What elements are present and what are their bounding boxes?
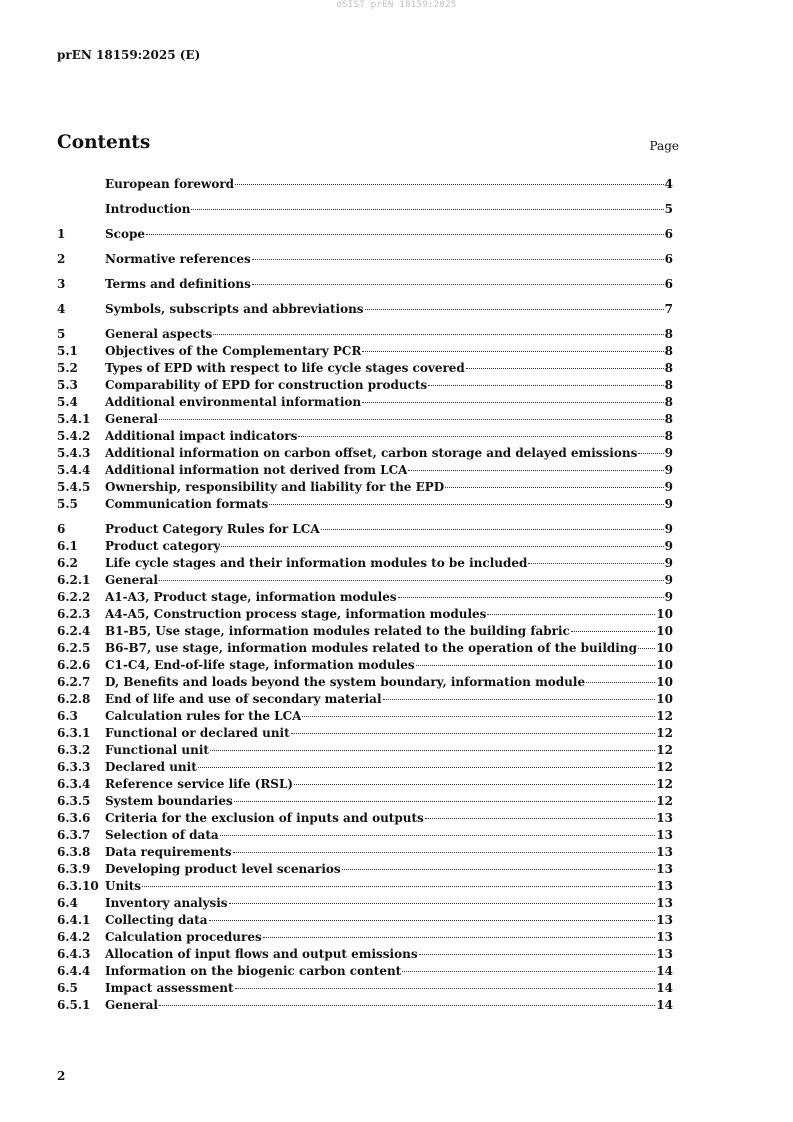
toc-entry-number: 6.2.2 [57, 590, 91, 604]
toc-entry-page: 10 [656, 641, 673, 655]
toc-entry[interactable] [57, 793, 673, 810]
toc-entry-title: Additional information on carbon offset, carbon storage and delayed emissions [105, 446, 638, 460]
toc-entry-page: 8 [664, 429, 673, 443]
toc-entry-title: Additional environmental information [105, 395, 362, 409]
toc-entry-number: 3 [57, 277, 66, 291]
toc-entry-page: 10 [656, 607, 673, 621]
toc-entry-number: 6.2.8 [57, 692, 91, 706]
toc-dot-leader [383, 699, 656, 700]
toc-entry-number: 6.2.4 [57, 624, 91, 638]
toc-entry-title: Reference service life (RSL) [105, 777, 294, 791]
toc-entry-page: 5 [664, 202, 673, 216]
toc-entry-number: 6.3.5 [57, 794, 91, 808]
toc-entry-title: Product category [105, 539, 221, 553]
toc-entry[interactable] [57, 946, 673, 963]
toc-entry[interactable] [57, 555, 673, 572]
toc-entry-title: C1-C4, End-of-life stage, information modules [105, 658, 415, 672]
toc-dot-leader [365, 309, 664, 310]
toc-entry-number: 5.4.2 [57, 429, 91, 443]
toc-entry-number: 1 [57, 227, 66, 241]
toc-entry[interactable] [57, 878, 673, 895]
toc-entry-title: Product Category Rules for LCA [105, 522, 320, 536]
toc-entry-page: 9 [664, 573, 673, 587]
toc-entry[interactable] [57, 895, 673, 912]
toc-entry[interactable] [57, 445, 673, 462]
toc-entry[interactable] [57, 929, 673, 946]
toc-entry-number: 6.2.3 [57, 607, 91, 621]
toc-dot-leader [425, 818, 656, 819]
toc-dot-leader [342, 869, 656, 870]
toc-entry-title: Additional impact indicators [105, 429, 298, 443]
toc-entry-number: 6.3.10 [57, 879, 99, 893]
toc-entry-title: Additional information not derived from LCA [105, 463, 408, 477]
toc-entry-title: D, Benefits and loads beyond the system boundary, information module [105, 675, 586, 689]
toc-entry[interactable] [57, 462, 673, 479]
toc-dot-leader [571, 631, 655, 632]
toc-dot-leader [159, 580, 664, 581]
toc-entry[interactable] [57, 521, 673, 538]
toc-dot-leader [198, 767, 656, 768]
toc-dot-leader [146, 234, 664, 235]
toc-entry[interactable] [57, 674, 673, 691]
toc-entry[interactable] [57, 360, 673, 377]
toc-entry-page: 13 [656, 913, 673, 927]
toc-entry-page: 9 [664, 463, 673, 477]
toc-entry-number: 6.3.7 [57, 828, 91, 842]
toc-entry-title: B6-B7, use stage, information modules related to the operation of the building [105, 641, 637, 655]
toc-entry-page: 14 [656, 998, 673, 1012]
toc-entry-number: 6.3 [57, 709, 78, 723]
toc-entry-page: 8 [664, 378, 673, 392]
toc-entry[interactable] [57, 742, 673, 759]
toc-entry-page: 12 [656, 709, 673, 723]
toc-dot-leader [191, 209, 663, 210]
toc-entry-page: 13 [656, 930, 673, 944]
toc-entry-page: 13 [656, 879, 673, 893]
toc-entry-page: 9 [664, 539, 673, 553]
toc-dot-leader [402, 971, 655, 972]
footer-page-number: 2 [57, 1069, 66, 1083]
toc-entry[interactable] [57, 623, 673, 640]
toc-dot-leader [302, 716, 655, 717]
toc-dot-leader [362, 402, 664, 403]
toc-entry-number: 6.1 [57, 539, 78, 553]
toc-dot-leader [419, 954, 656, 955]
toc-entry-page: 9 [664, 590, 673, 604]
toc-entry-page: 10 [656, 675, 673, 689]
toc-entry-title: End of life and use of secondary material [105, 692, 382, 706]
toc-entry-title: Information on the biogenic carbon content [105, 964, 402, 978]
toc-entry-page: 13 [656, 845, 673, 859]
toc-entry[interactable] [57, 759, 673, 776]
toc-entry-number: 5.5 [57, 497, 78, 511]
toc-entry-page: 13 [656, 862, 673, 876]
toc-entry-title: Comparability of EPD for construction products [105, 378, 428, 392]
toc-entry[interactable] [57, 394, 673, 411]
toc-entry-number: 5.4.3 [57, 446, 91, 460]
toc-entry-number: 5.1 [57, 344, 78, 358]
toc-entry-number: 6.3.8 [57, 845, 91, 859]
toc-entry-title: Allocation of input flows and output emissions [105, 947, 418, 961]
toc-dot-leader [221, 546, 663, 547]
toc-entry-title: Objectives of the Complementary PCR [105, 344, 362, 358]
toc-dot-leader [298, 436, 663, 437]
toc-entry-title: System boundaries [105, 794, 233, 808]
toc-entry[interactable] [57, 963, 673, 980]
toc-entry-page: 12 [656, 743, 673, 757]
toc-entry-page: 8 [664, 327, 673, 341]
toc-dot-leader [416, 665, 656, 666]
toc-dot-leader [252, 259, 664, 260]
toc-dot-leader [466, 368, 664, 369]
toc-dot-leader [445, 487, 663, 488]
toc-dot-leader [229, 903, 656, 904]
toc-entry-page: 6 [664, 252, 673, 266]
toc-dot-leader [263, 937, 656, 938]
toc-entry[interactable] [57, 226, 673, 243]
toc-entry[interactable] [57, 326, 673, 343]
toc-dot-leader [235, 184, 664, 185]
toc-entry-title: Ownership, responsibility and liability for the EPD [105, 480, 445, 494]
toc-entry-title: Data requirements [105, 845, 232, 859]
toc-entry[interactable] [57, 725, 673, 742]
toc-dot-leader [638, 453, 663, 454]
toc-entry-number: 5.4.4 [57, 463, 91, 477]
toc-entry-page: 13 [656, 896, 673, 910]
toc-entry-page: 7 [664, 302, 673, 316]
toc-entry-number: 5 [57, 327, 66, 341]
toc-dot-leader [142, 886, 655, 887]
page-column-label: Page [649, 139, 679, 153]
toc-entry-title: Declared unit [105, 760, 197, 774]
toc-entry-title: Calculation rules for the LCA [105, 709, 302, 723]
toc-dot-leader [252, 284, 664, 285]
toc-entry-number: 6.3.6 [57, 811, 91, 825]
toc-entry-number: 6.2.7 [57, 675, 91, 689]
toc-dot-leader [269, 504, 663, 505]
toc-entry[interactable] [57, 343, 673, 360]
toc-entry-page: 14 [656, 964, 673, 978]
toc-entry-title: Developing product level scenarios [105, 862, 341, 876]
toc-entry-number: 6.3.4 [57, 777, 91, 791]
toc-entry-page: 8 [664, 344, 673, 358]
toc-entry[interactable] [57, 691, 673, 708]
toc-entry-page: 6 [664, 277, 673, 291]
toc-entry[interactable] [57, 479, 673, 496]
toc-entry-number: 6.2.1 [57, 573, 91, 587]
document-id: prEN 18159:2025 (E) [57, 48, 201, 62]
toc-entry-title: Calculation procedures [105, 930, 262, 944]
toc-entry[interactable] [57, 606, 673, 623]
toc-entry-title: Life cycle stages and their information modules to be included [105, 556, 528, 570]
toc-dot-leader [428, 385, 663, 386]
watermark: oSIST prEN 18159:2025 [336, 0, 457, 10]
toc-entry-title: Criteria for the exclusion of inputs and outputs [105, 811, 424, 825]
toc-entry-title: General [105, 998, 158, 1012]
toc-entry-page: 12 [656, 760, 673, 774]
toc-entry[interactable] [57, 428, 673, 445]
toc-entry-page: 8 [664, 361, 673, 375]
toc-entry[interactable] [57, 844, 673, 861]
toc-entry-title: General [105, 412, 158, 426]
toc-entry[interactable] [57, 980, 673, 997]
toc-entry[interactable] [57, 640, 673, 657]
toc-dot-leader [362, 351, 663, 352]
toc-entry-page: 12 [656, 777, 673, 791]
toc-entry-title: Terms and definitions [105, 277, 251, 291]
toc-entry-number: 5.2 [57, 361, 78, 375]
toc-entry-number: 6.3.2 [57, 743, 91, 757]
toc-dot-leader [159, 1005, 655, 1006]
toc-entry-number: 6 [57, 522, 66, 536]
toc-entry-page: 13 [656, 947, 673, 961]
toc-entry[interactable] [57, 496, 673, 513]
toc-entry-page: 13 [656, 811, 673, 825]
toc-entry-title: Normative references [105, 252, 251, 266]
toc-dot-leader [210, 750, 655, 751]
toc-entry-title: Inventory analysis [105, 896, 228, 910]
toc-entry-title: Collecting data [105, 913, 208, 927]
toc-entry[interactable] [57, 997, 673, 1014]
toc-dot-leader [487, 614, 655, 615]
toc-entry-title: General aspects [105, 327, 213, 341]
toc-entry-page: 9 [664, 497, 673, 511]
toc-entry-title: Selection of data [105, 828, 219, 842]
toc-entry-title: General [105, 573, 158, 587]
toc-entry-page: 9 [664, 446, 673, 460]
toc-entry-title: Functional unit [105, 743, 209, 757]
toc-entry-title: Units [105, 879, 142, 893]
toc-entry-title: A4-A5, Construction process stage, information modules [105, 607, 487, 621]
toc-dot-leader [294, 784, 655, 785]
toc-entry-number: 5.3 [57, 378, 78, 392]
toc-dot-leader [398, 597, 664, 598]
toc-entry-number: 5.4 [57, 395, 78, 409]
toc-dot-leader [209, 920, 656, 921]
toc-entry[interactable] [57, 776, 673, 793]
toc-dot-leader [233, 852, 656, 853]
toc-entry-number: 6.3.9 [57, 862, 91, 876]
toc-entry-page: 9 [664, 480, 673, 494]
toc-entry[interactable] [57, 657, 673, 674]
toc-dot-leader [234, 801, 656, 802]
toc-entry[interactable] [57, 572, 673, 589]
toc-entry[interactable] [57, 589, 673, 606]
toc-dot-leader [220, 835, 656, 836]
toc-dot-leader [638, 648, 655, 649]
toc-entry-title: Symbols, subscripts and abbreviations [105, 302, 364, 316]
toc-dot-leader [213, 334, 663, 335]
table-of-contents [57, 176, 673, 1014]
toc-entry[interactable] [57, 377, 673, 394]
toc-entry-title: A1-A3, Product stage, information modules [105, 590, 397, 604]
toc-entry-page: 8 [664, 412, 673, 426]
toc-entry[interactable] [57, 810, 673, 827]
toc-entry-number: 6.4.2 [57, 930, 91, 944]
toc-entry-page: 10 [656, 692, 673, 706]
toc-entry-number: 6.4 [57, 896, 78, 910]
toc-entry-page: 12 [656, 794, 673, 808]
toc-entry-number: 5.4.1 [57, 412, 91, 426]
toc-entry-number: 6.2.6 [57, 658, 91, 672]
toc-entry-page: 14 [656, 981, 673, 995]
toc-entry-title: Functional or declared unit [105, 726, 290, 740]
toc-entry-number: 2 [57, 252, 66, 266]
toc-entry[interactable] [57, 251, 673, 268]
toc-entry[interactable] [57, 201, 673, 218]
toc-dot-leader [528, 563, 663, 564]
toc-entry-title: Communication formats [105, 497, 269, 511]
toc-dot-leader [321, 529, 664, 530]
toc-entry-page: 10 [656, 624, 673, 638]
toc-dot-leader [291, 733, 656, 734]
toc-dot-leader [159, 419, 664, 420]
toc-entry-page: 4 [664, 177, 673, 191]
toc-entry[interactable] [57, 827, 673, 844]
toc-entry-number: 6.4.4 [57, 964, 91, 978]
toc-entry-page: 12 [656, 726, 673, 740]
toc-entry-title: Scope [105, 227, 146, 241]
toc-entry[interactable] [57, 538, 673, 555]
toc-entry-number: 4 [57, 302, 66, 316]
toc-entry[interactable] [57, 301, 673, 318]
toc-entry[interactable] [57, 411, 673, 428]
toc-entry-page: 8 [664, 395, 673, 409]
toc-entry-number: 6.5 [57, 981, 78, 995]
toc-dot-leader [586, 682, 655, 683]
toc-entry[interactable] [57, 708, 673, 725]
toc-entry[interactable] [57, 176, 673, 193]
toc-entry-number: 6.3.1 [57, 726, 91, 740]
toc-entry-number: 6.2 [57, 556, 78, 570]
toc-entry[interactable] [57, 861, 673, 878]
toc-dot-leader [408, 470, 663, 471]
toc-entry[interactable] [57, 276, 673, 293]
toc-entry-number: 6.5.1 [57, 998, 91, 1012]
toc-entry-page: 6 [664, 227, 673, 241]
toc-entry-title: Types of EPD with respect to life cycle stages covered [105, 361, 465, 375]
contents-heading: Contents [57, 132, 151, 153]
toc-entry-title: B1-B5, Use stage, information modules related to the building fabric [105, 624, 570, 638]
toc-entry-page: 9 [664, 556, 673, 570]
toc-entry-page: 13 [656, 828, 673, 842]
toc-entry-number: 6.2.5 [57, 641, 91, 655]
toc-entry[interactable] [57, 912, 673, 929]
toc-entry-number: 6.4.1 [57, 913, 91, 927]
toc-entry-title: European foreword [105, 177, 235, 191]
toc-entry-title: Impact assessment [105, 981, 234, 995]
toc-entry-number: 6.4.3 [57, 947, 91, 961]
toc-entry-page: 10 [656, 658, 673, 672]
toc-entry-title: Introduction [105, 202, 191, 216]
toc-entry-number: 5.4.5 [57, 480, 91, 494]
toc-entry-number: 6.3.3 [57, 760, 91, 774]
toc-dot-leader [235, 988, 656, 989]
toc-entry-page: 9 [664, 522, 673, 536]
